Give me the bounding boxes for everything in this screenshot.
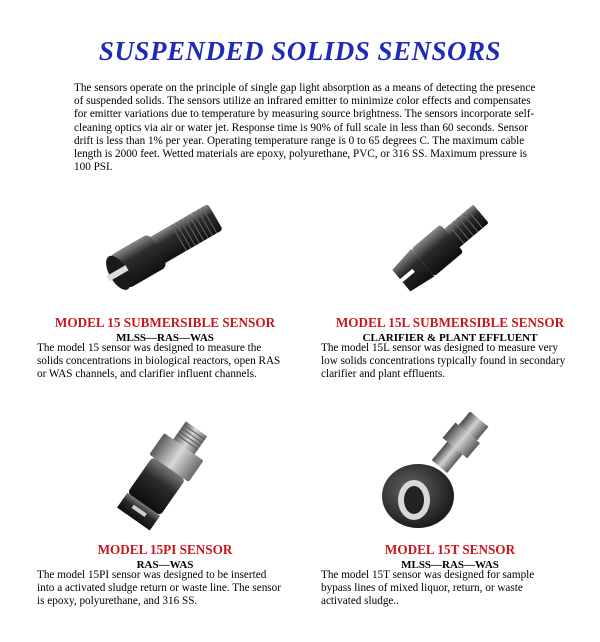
model-15l-subtitle: CLARIFIER & PLANT EFFLUENT (362, 332, 538, 344)
model-15-subtitle: MLSS—RAS—WAS (116, 332, 214, 344)
model-15pi-sensor-photo (96, 416, 230, 534)
model-15t-description: The model 15T sensor was designed for sample bypass lines of mixed liquor, return, or waste activated sludge.. (321, 569, 535, 608)
model-15l-heading (300, 315, 600, 344)
model-15t-sensor-photo (370, 412, 500, 536)
page-title: SUSPENDED SOLIDS SENSORS (98, 36, 502, 66)
model-15-description: The model 15 sensor was designed to measure the solids concentrations in biological reactors, open RAS or WAS channels, and clarifier influent channels. (37, 342, 281, 381)
model-15-title: MODEL 15 SUBMERSIBLE SENSOR (54, 315, 276, 330)
model-15l-title: MODEL 15L SUBMERSIBLE SENSOR (335, 315, 565, 330)
model-15t-subtitle: MLSS—RAS—WAS (401, 559, 499, 571)
model-15pi-title: MODEL 15PI SENSOR (97, 542, 233, 557)
model-15l-sensor-photo (380, 186, 510, 302)
model-15pi-heading (30, 542, 300, 571)
model-15-heading (30, 315, 300, 344)
model-15pi-subtitle: RAS—WAS (136, 559, 194, 571)
intro-paragraph: The sensors operate on the principle of single gap light absorption as a means of detecting the presence of suspended solids. The sensors utilize an infrared emitter to minimize color effects and compensates for emitter variations due to temperature by measuring source brightness. The sensors incorporate self-cleaning optics via air or water jet. Response time is 90% of full scale in less than 60 seconds. Sensor drift is less than 1% per year. Operating temperature range is 0 to 65 degrees C. The maximum cable length is 2000 feet. Wetted materials are epoxy, polyurethane, PVC, or 316 SS. Maximum pressure is 100 PSI. (74, 82, 536, 174)
model-15pi-description: The model 15PI sensor was designed to be inserted into a activated sludge return or waste line. The sensor is epoxy, polyurethane, and 316 SS. (37, 569, 281, 608)
model-15-sensor-photo (92, 192, 242, 302)
model-15t-title: MODEL 15T SENSOR (384, 542, 516, 557)
model-15t-heading (300, 542, 600, 571)
model-15l-description: The model 15L sensor was designed to measure very low solids concentrations typically found in secondary clarifier and plant effluents. (321, 342, 566, 381)
